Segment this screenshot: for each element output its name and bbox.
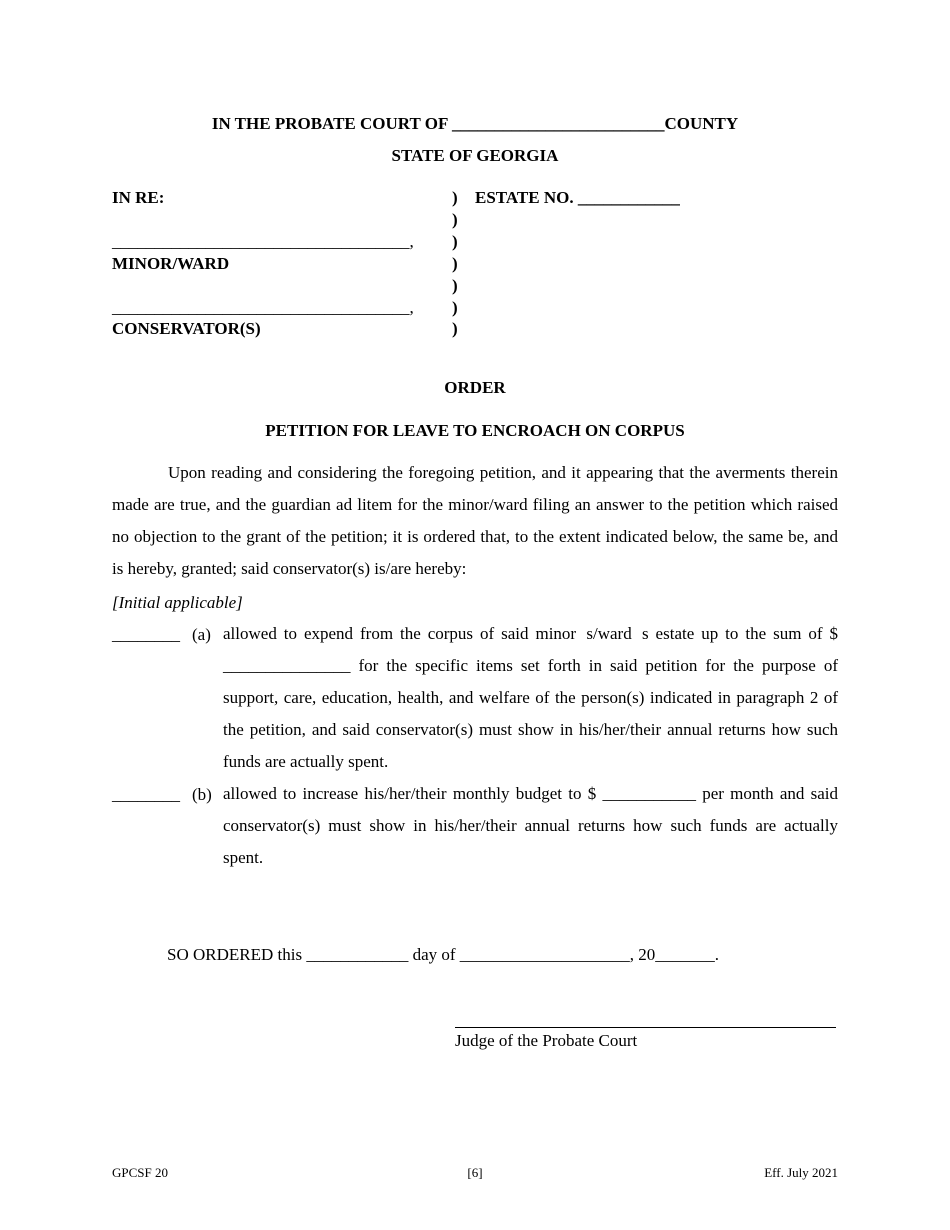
item-b-initial-blank: ________ [112,785,180,804]
item-b-marker: (b) [192,785,212,804]
item-a-marker: (a) [192,625,211,644]
order-title: ORDER [444,378,506,397]
caption-paren: ) [452,254,458,273]
conservator-name-blank: ___________________________________, [112,298,414,317]
caption-paren: ) [452,188,458,207]
item-a-initial-blank: ________ [112,625,180,644]
initial-instruction: [Initial applicable] [112,593,243,612]
caption-paren: ) [452,232,458,251]
caption-paren: ) [452,319,458,338]
caption-paren: ) [452,276,458,295]
caption-paren: ) [452,298,458,317]
item-a-text: allowed to expend from the corpus of said minors/wards estate up to the sum of $ _______________ for the specific items set forth in said petition for the purpose of support, care, education, health, and welfare of the person(s) indicated in paragraph 2 of the petition, and said conservator(s) must show in his/her/their annual returns how such funds are actually spent. [223,624,838,771]
minor-ward-label: MINOR/WARD [112,254,230,273]
conservator-label: CONSERVATOR(S) [112,319,261,338]
page-number: [6] [467,1165,483,1180]
petition-title: PETITION FOR LEAVE TO ENCROACH ON CORPUS [265,421,685,440]
so-ordered-line: SO ORDERED this ____________ day of ____________________, 20_______. [167,945,720,964]
caption-paren: ) [452,210,458,229]
minor-name-blank: ___________________________________, [112,232,414,251]
item-b-text: allowed to increase his/her/their monthly budget to $ ___________ per month and said conservator(s) must show in his/her/their annual returns how such funds are actually spent. [223,784,838,867]
form-id: GPCSF 20 [112,1165,168,1180]
in-re-label: IN RE: [112,188,165,207]
estate-number-field: ESTATE NO. ____________ [475,188,680,207]
effective-date: Eff. July 2021 [764,1165,838,1180]
signature-line [455,1027,836,1028]
court-heading: IN THE PROBATE COURT OF _________________________COUNTY [211,114,739,133]
state-heading: STATE OF GEORGIA [391,146,559,165]
order-paragraph: Upon reading and considering the foregoing petition, and it appearing that the averments therein made are true, and the guardian ad litem for the minor/ward filing an answer to the petition which raised no objection to the grant of the petition; it is ordered that, to the extent indicated below, the same be, and is hereby, granted; said conservator(s) is/are hereby: [112,463,838,578]
judge-signature-label: Judge of the Probate Court [455,1031,638,1050]
